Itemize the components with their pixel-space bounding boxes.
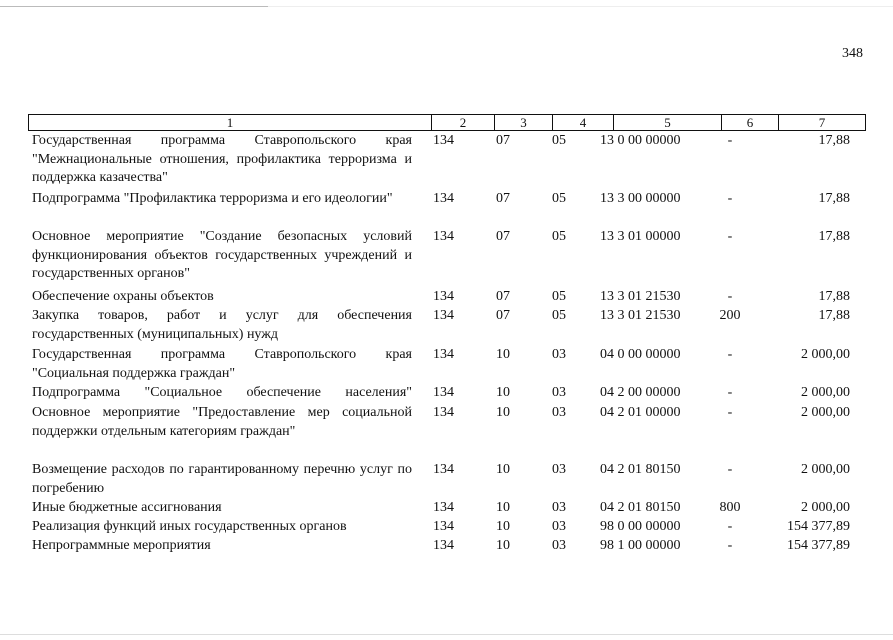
cell-col-7: 2 000,00 — [801, 500, 850, 515]
cell-col-2: 134 — [433, 462, 454, 477]
cell-col-4: 05 — [552, 308, 566, 323]
cell-col-7: 2 000,00 — [801, 462, 850, 477]
row-name: Государственная программа Ставропольского края "Межнациональные отношения, профилактика терроризма и поддержка казачества" — [32, 133, 412, 185]
header-col-3: 3 — [495, 115, 553, 130]
cell-col-6: - — [727, 289, 733, 304]
table-header-row — [28, 114, 866, 131]
header-col-1: 1 — [29, 115, 432, 130]
cell-col-2: 134 — [433, 385, 454, 400]
cell-col-4: 05 — [552, 289, 566, 304]
cell-col-3: 07 — [496, 133, 510, 148]
cell-col-3: 07 — [496, 308, 510, 323]
cell-col-7: 2 000,00 — [801, 385, 850, 400]
cell-col-3: 07 — [496, 229, 510, 244]
cell-col-7: 17,88 — [818, 133, 850, 148]
row-name: Государственная программа Ставропольского края "Социальная поддержка граждан" — [32, 347, 412, 381]
cell-col-4: 03 — [552, 347, 566, 362]
cell-col-5: 04 2 00 00000 — [600, 385, 681, 400]
cell-col-6: - — [727, 405, 733, 420]
cell-col-3: 10 — [496, 538, 510, 553]
row-name: Обеспечение охраны объектов — [32, 289, 214, 304]
cell-col-2: 134 — [433, 519, 454, 534]
cell-col-5: 13 0 00 00000 — [600, 133, 681, 148]
header-col-4: 4 — [553, 115, 614, 130]
cell-col-6: - — [727, 347, 733, 362]
cell-col-6: 200 — [719, 308, 741, 323]
cell-col-2: 134 — [433, 500, 454, 515]
cell-col-2: 134 — [433, 405, 454, 420]
cell-col-3: 07 — [496, 289, 510, 304]
cell-col-5: 13 3 00 00000 — [600, 191, 681, 206]
row-name: Подпрограмма "Социальное обеспечение населения" — [32, 385, 412, 400]
cell-col-7: 17,88 — [818, 229, 850, 244]
cell-col-7: 154 377,89 — [787, 538, 850, 553]
cell-col-7: 2 000,00 — [801, 405, 850, 420]
cell-col-4: 03 — [552, 462, 566, 477]
scan-edge-top — [0, 6, 893, 7]
cell-col-7: 17,88 — [818, 191, 850, 206]
cell-col-5: 13 3 01 21530 — [600, 308, 681, 323]
cell-col-4: 03 — [552, 405, 566, 420]
header-col-7: 7 — [818, 115, 826, 130]
cell-col-4: 05 — [552, 229, 566, 244]
scan-edge-bottom — [0, 634, 893, 635]
cell-col-2: 134 — [433, 133, 454, 148]
cell-col-3: 10 — [496, 405, 510, 420]
cell-col-7: 154 377,89 — [787, 519, 850, 534]
header-col-6: 6 — [722, 115, 779, 130]
cell-col-4: 03 — [552, 519, 566, 534]
cell-col-7: 2 000,00 — [801, 347, 850, 362]
cell-col-6: - — [727, 519, 733, 534]
cell-col-3: 10 — [496, 519, 510, 534]
cell-col-2: 134 — [433, 538, 454, 553]
cell-col-3: 07 — [496, 191, 510, 206]
cell-col-5: 04 2 01 80150 — [600, 462, 681, 477]
cell-col-4: 03 — [552, 500, 566, 515]
page-number: 348 — [842, 46, 863, 61]
cell-col-5: 04 0 00 00000 — [600, 347, 681, 362]
cell-col-7: 17,88 — [818, 289, 850, 304]
cell-col-5: 13 3 01 00000 — [600, 229, 681, 244]
row-name: Основное мероприятие "Предоставление мер социальной поддержки отдельным категориям граждан" — [32, 405, 412, 439]
cell-col-6: - — [727, 133, 733, 148]
cell-col-5: 04 2 01 00000 — [600, 405, 681, 420]
row-name: Возмещение расходов по гарантированному перечню услуг по погребению — [32, 462, 412, 496]
cell-col-6: - — [727, 462, 733, 477]
cell-col-6: - — [727, 229, 733, 244]
cell-col-7: 17,88 — [818, 308, 850, 323]
cell-col-2: 134 — [433, 308, 454, 323]
cell-col-3: 10 — [496, 385, 510, 400]
row-name: Непрограммные мероприятия — [32, 538, 211, 553]
cell-col-3: 10 — [496, 500, 510, 515]
cell-col-2: 134 — [433, 229, 454, 244]
cell-col-2: 134 — [433, 191, 454, 206]
cell-col-3: 10 — [496, 347, 510, 362]
row-name: Реализация функций иных государственных органов — [32, 519, 347, 534]
row-name: Закупка товаров, работ и услуг для обеспечения государственных (муниципальных) нужд — [32, 308, 412, 342]
row-name: Иные бюджетные ассигнования — [32, 500, 222, 515]
cell-col-4: 05 — [552, 133, 566, 148]
cell-col-6: - — [727, 538, 733, 553]
cell-col-2: 134 — [433, 347, 454, 362]
cell-col-2: 134 — [433, 289, 454, 304]
cell-col-5: 98 0 00 00000 — [600, 519, 681, 534]
cell-col-5: 98 1 00 00000 — [600, 538, 681, 553]
cell-col-6: 800 — [719, 500, 741, 515]
row-name: Подпрограмма "Профилактика терроризма и его идеологии" — [32, 191, 393, 206]
cell-col-4: 05 — [552, 191, 566, 206]
cell-col-5: 04 2 01 80150 — [600, 500, 681, 515]
header-col-2: 2 — [432, 115, 495, 130]
cell-col-6: - — [727, 191, 733, 206]
row-name: Основное мероприятие "Создание безопасных условий функционирования объектов государственных учреждений и государственных органов" — [32, 229, 412, 281]
header-col-5: 5 — [614, 115, 722, 130]
cell-col-4: 03 — [552, 538, 566, 553]
cell-col-4: 03 — [552, 385, 566, 400]
cell-col-3: 10 — [496, 462, 510, 477]
cell-col-5: 13 3 01 21530 — [600, 289, 681, 304]
cell-col-6: - — [727, 385, 733, 400]
